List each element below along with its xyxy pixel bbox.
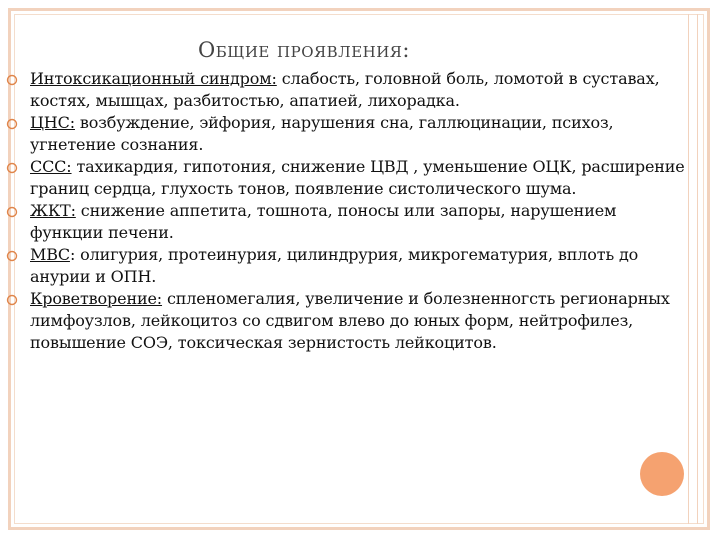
hollow-circle-bullet-icon (6, 162, 18, 174)
bullet-text: тахикардия, гипотония, снижение ЦВД , уменьшение ОЦК, расширение границ сердца, глухость тонов, появление систолического шума. (30, 157, 685, 198)
hollow-circle-bullet-icon (6, 118, 18, 130)
bullet-item-hematopoiesis (0, 288, 694, 354)
bullet-term: Кроветворение: (30, 289, 163, 308)
bullet-item-gi (0, 200, 694, 244)
bullet-item-urinary (0, 244, 694, 288)
bullet-term: ЦНС: (30, 113, 75, 132)
bullet-text: спленомегалия, увеличение и болезненногсть регионарных лимфоузлов, лейкоцитоз со сдвигом влево до юных форм, нейтрофилез, повышение СОЭ, токсическая зернистость лейкоцитов. (30, 289, 670, 352)
hollow-circle-bullet-icon (6, 74, 18, 86)
slide-title-text: Общие проявления: (198, 38, 410, 62)
hollow-circle-bullet-icon (6, 206, 18, 218)
bullet-term: МВС (30, 245, 70, 264)
bullet-text: слабость, головной боль, ломотой в суставах, костях, мышцах, разбитостью, апатией, лихорадка. (30, 69, 660, 110)
slide-title (198, 38, 678, 62)
bullet-text: возбуждение, эйфория, нарушения сна, галлюцинации, психоз, угнетение сознания. (30, 113, 614, 154)
bullet-text: : олигурия, протеинурия, цилиндрурия, микрогематурия, вплоть до анурии и ОПН. (30, 245, 639, 286)
bullet-item-cardiovascular (0, 156, 694, 200)
bullet-item-cns (0, 112, 694, 156)
bullet-term: Интоксикационный синдром: (30, 69, 277, 88)
bullet-term: ССС: (30, 157, 72, 176)
bullet-list (0, 68, 720, 354)
bullet-text: снижение аппетита, тошнота, поносы или запоры, нарушением функции печени. (30, 201, 617, 242)
bullet-term: ЖКТ: (30, 201, 76, 220)
hollow-circle-bullet-icon (6, 250, 18, 262)
bullet-item-intoxication (0, 68, 694, 112)
decorative-orange-circle (640, 452, 684, 496)
hollow-circle-bullet-icon (6, 294, 18, 306)
